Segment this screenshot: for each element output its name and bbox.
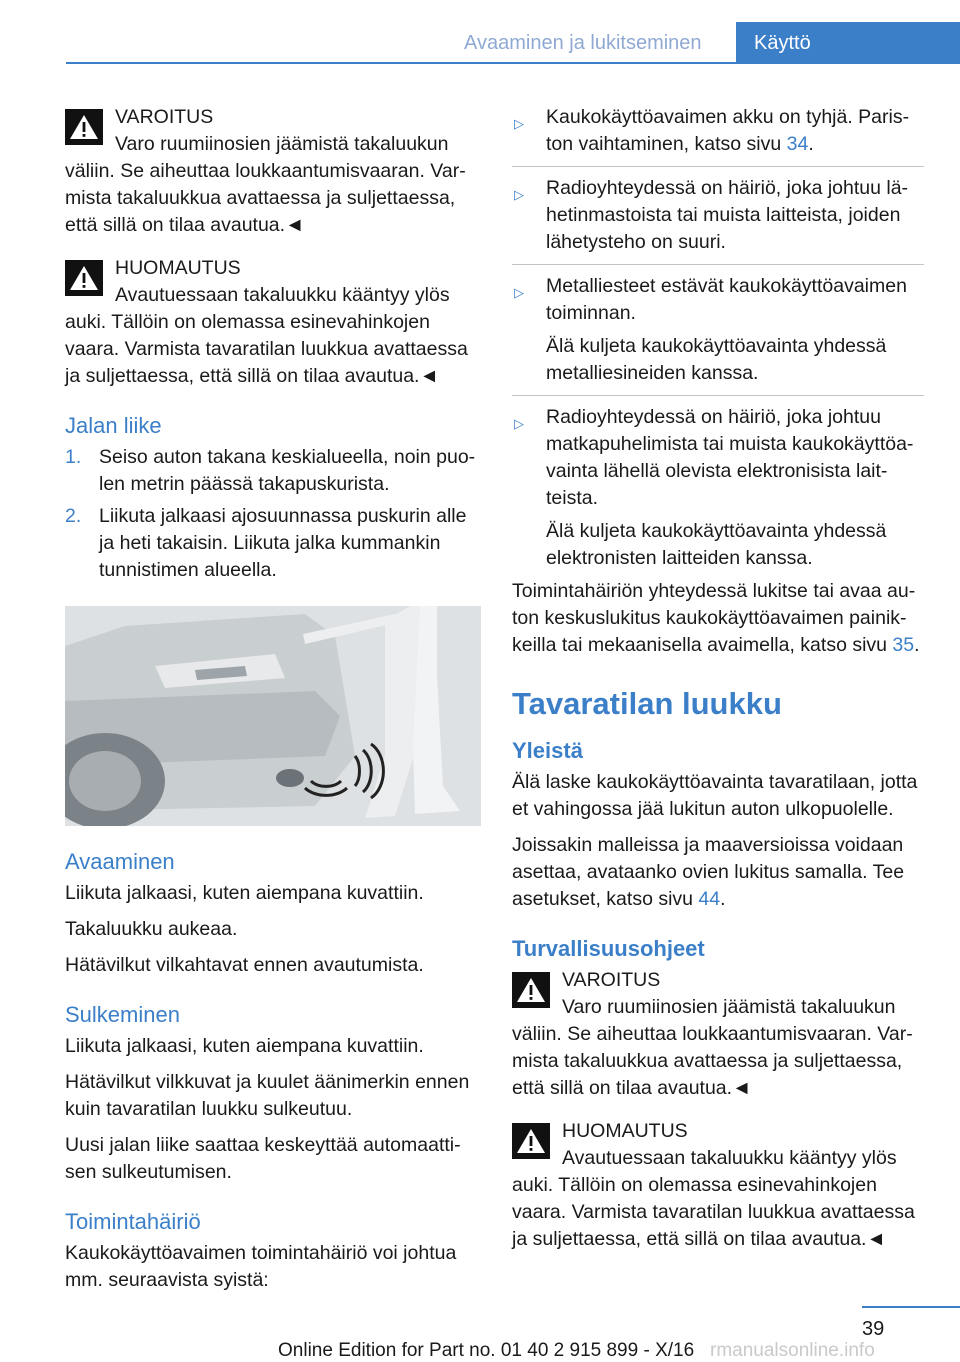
page-link-34[interactable]: 34 — [786, 133, 809, 155]
page-link-44[interactable]: 44 — [698, 888, 721, 910]
car-rear-illustration — [65, 606, 481, 826]
warning-title: VAROITUS — [562, 969, 661, 991]
paragraph: Uusi jalan liike saattaa keskeyttää automaatti-sen sulkeutumisen. — [65, 1134, 461, 1183]
step-text: Liikuta jalkaasi ajosuunnassa puskurin alle ja heti takaisin. Liikuta jalka kummankin tunnistimen alueella. — [99, 505, 467, 581]
warning-icon — [512, 972, 550, 1008]
edition-line: Online Edition for Part no. 01 40 2 915 899 - X/16 — [278, 1340, 695, 1361]
warning-block — [65, 104, 481, 239]
paragraph: Älä laske kaukokäyttöavainta tavaratilaan, jotta et vahingossa jää lukitun auton ulkopuolelle. — [512, 771, 918, 820]
footer-rule — [862, 1306, 960, 1308]
list-item — [512, 175, 924, 265]
paragraph-text: Joissakin malleissa ja maaversioissa voidaan asettaa, avataanko ovien lukitus samalla. Tee asetukset, katso sivu — [512, 834, 905, 910]
paragraph: Takaluukku aukeaa. — [65, 918, 238, 940]
list-item — [512, 404, 924, 572]
list-item — [512, 104, 924, 167]
heading-general: Yleistä — [512, 738, 583, 763]
triangle-bullet-icon: ▷ — [514, 116, 524, 131]
list-item — [65, 503, 481, 584]
step-text: Seiso auton takana keskialueella, noin puo-len metrin päässä takapuskurista. — [99, 446, 476, 495]
cause-text: Metalliesteet estävät kaukokäyttöavaimen toiminnan. — [546, 275, 907, 324]
paragraph-text-end: . — [914, 634, 920, 656]
caution-icon — [512, 1123, 550, 1159]
warning-text: väliin. Se aiheuttaa loukkaantumisvaaran. Var-mista takaluukkua avattaessa ja suljettaessa, että sillä on tilaa avautua.◄ — [512, 1023, 913, 1099]
chapter-tab: Käyttö — [736, 22, 960, 64]
left-column — [65, 104, 481, 1303]
caution-icon — [65, 260, 103, 296]
heading-foot-movement: Jalan liike — [65, 413, 162, 438]
paragraph-text-end: . — [720, 888, 726, 910]
heading-opening: Avaaminen — [65, 849, 175, 874]
step-number: 1. — [65, 446, 82, 468]
paragraph — [512, 578, 924, 659]
illustration-foot-sensor — [65, 606, 481, 826]
cause-text-end: . — [808, 133, 814, 155]
paragraph-text: Toimintahäiriön yhteydessä lukitse tai avaa au-ton keskuslukitus kaukokäyttöavaimen painik-keilla tai mekaanisella avaimella, katso sivu — [512, 580, 916, 656]
list-item — [512, 273, 924, 396]
notice-title: HUOMAUTUS — [562, 1120, 688, 1142]
steps-list — [65, 444, 481, 584]
notice-text: auki. Tällöin on olemassa esinevahinkojen vaara. Varmista tavaratilan luukkua avattaessa ja suljettaessa, että sillä on tilaa avautua.◄ — [65, 311, 468, 387]
notice-text-line1: Avautuessaan takaluukku kääntyy ylös — [562, 1147, 897, 1169]
paragraph: Hätävilkut vilkahtavat ennen avautumista. — [65, 954, 424, 976]
cause-text: Radioyhteydessä on häiriö, joka johtuu matkapuhelimista tai muista kaukokäyttöa-vainta lähellä olevista elektronisista lait-teista. — [546, 406, 914, 509]
warning-title: VAROITUS — [115, 106, 214, 128]
header-rule — [66, 62, 960, 64]
triangle-bullet-icon: ▷ — [514, 285, 524, 300]
causes-list — [512, 104, 924, 572]
running-header-section: Avaaminen ja lukitseminen — [464, 32, 702, 54]
warning-text-line1: Varo ruumiinosien jäämistä takaluukun — [562, 996, 896, 1018]
warning-text-line1: Varo ruumiinosien jäämistä takaluukun — [115, 133, 449, 155]
heading-malfunction: Toimintahäiriö — [65, 1209, 201, 1234]
heading-closing: Sulkeminen — [65, 1002, 180, 1027]
heading-trunk-lid: Tavaratilan luukku — [512, 686, 782, 721]
paragraph: Kaukokäyttöavaimen toimintahäiriö voi johtua mm. seuraavista syistä: — [65, 1242, 457, 1291]
triangle-bullet-icon: ▷ — [514, 416, 524, 431]
notice-title: HUOMAUTUS — [115, 257, 241, 279]
step-number: 2. — [65, 505, 82, 527]
cause-text: Kaukokäyttöavaimen akku on tyhjä. Paris-ton vaihtaminen, katso sivu — [546, 106, 910, 155]
cause-text: Radioyhteydessä on häiriö, joka johtuu lä-hetinmastoista tai muista laitteista, joiden lähetysteho on suuri. — [546, 177, 909, 253]
notice-block — [65, 255, 481, 390]
cause-advice: Älä kuljeta kaukokäyttöavainta yhdessä elektronisten laitteiden kanssa. — [546, 520, 887, 569]
paragraph: Liikuta jalkaasi, kuten aiempana kuvattiin. — [65, 1035, 424, 1057]
warning-block — [512, 967, 924, 1102]
page-link-35[interactable]: 35 — [892, 634, 915, 656]
paragraph: Hätävilkut vilkkuvat ja kuulet äänimerkin ennen kuin tavaratilan luukku sulkeutuu. — [65, 1071, 470, 1120]
heading-safety: Turvallisuusohjeet — [512, 936, 705, 961]
warning-icon — [65, 109, 103, 145]
notice-text: auki. Tällöin on olemassa esinevahinkojen vaara. Varmista tavaratilan luukkua avattaessa ja suljettaessa, että sillä on tilaa avautua.◄ — [512, 1174, 915, 1250]
cause-advice: Älä kuljeta kaukokäyttöavainta yhdessä metalliesineiden kanssa. — [546, 335, 887, 384]
right-column — [512, 104, 924, 1269]
notice-block — [512, 1118, 924, 1253]
triangle-bullet-icon: ▷ — [514, 187, 524, 202]
paragraph — [512, 832, 924, 913]
page-number: 39 — [862, 1318, 885, 1340]
paragraph: Liikuta jalkaasi, kuten aiempana kuvattiin. — [65, 882, 424, 904]
watermark: rmanualsonline.info — [710, 1340, 875, 1361]
warning-text: väliin. Se aiheuttaa loukkaantumisvaaran. Var-mista takaluukkua avattaessa ja suljettaessa, että sillä on tilaa avautua.◄ — [65, 160, 466, 236]
notice-text-line1: Avautuessaan takaluukku kääntyy ylös — [115, 284, 450, 306]
list-item — [65, 444, 481, 498]
